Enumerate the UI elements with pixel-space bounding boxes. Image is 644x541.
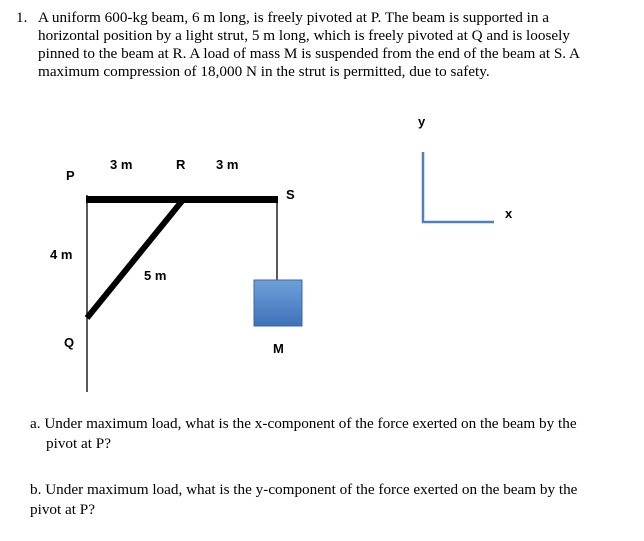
label-m: M xyxy=(273,341,284,356)
dim-5m: 5 m xyxy=(144,268,167,283)
question-a xyxy=(30,414,620,454)
dim-3m-left: 3 m xyxy=(110,157,133,172)
strut xyxy=(87,201,182,318)
dim-3m-right: 3 m xyxy=(216,157,239,172)
label-s: S xyxy=(286,187,295,202)
question-a-line2: pivot at P? xyxy=(46,435,111,452)
question-a-line1: a. Under maximum load, what is the x-component of the force exerted on the beam by the xyxy=(30,415,577,432)
problem-text: A uniform 600-kg beam, 6 m long, is freely pivoted at P. The beam is supported in a horizontal position by a light strut, 5 m long, which is freely pivoted at Q and is loosely pinned to the beam at R. A load of mass M is suspended from the end of the beam at S. A maximum compression of 18,000 N in the strut is permitted, due to safety. xyxy=(38,9,580,80)
label-r: R xyxy=(176,157,186,172)
question-b-line1: b. Under maximum load, what is the y-component of the force exerted on the beam by the xyxy=(30,481,578,498)
label-p: P xyxy=(66,168,75,183)
load-block xyxy=(254,280,302,326)
question-b-line2: pivot at P? xyxy=(30,501,95,518)
axis-y-label: y xyxy=(418,114,426,129)
axis-x-label: x xyxy=(505,206,513,221)
dim-4m: 4 m xyxy=(50,247,73,262)
label-q: Q xyxy=(64,335,75,350)
problem-number: 1. xyxy=(16,9,28,26)
question-b xyxy=(30,480,620,520)
